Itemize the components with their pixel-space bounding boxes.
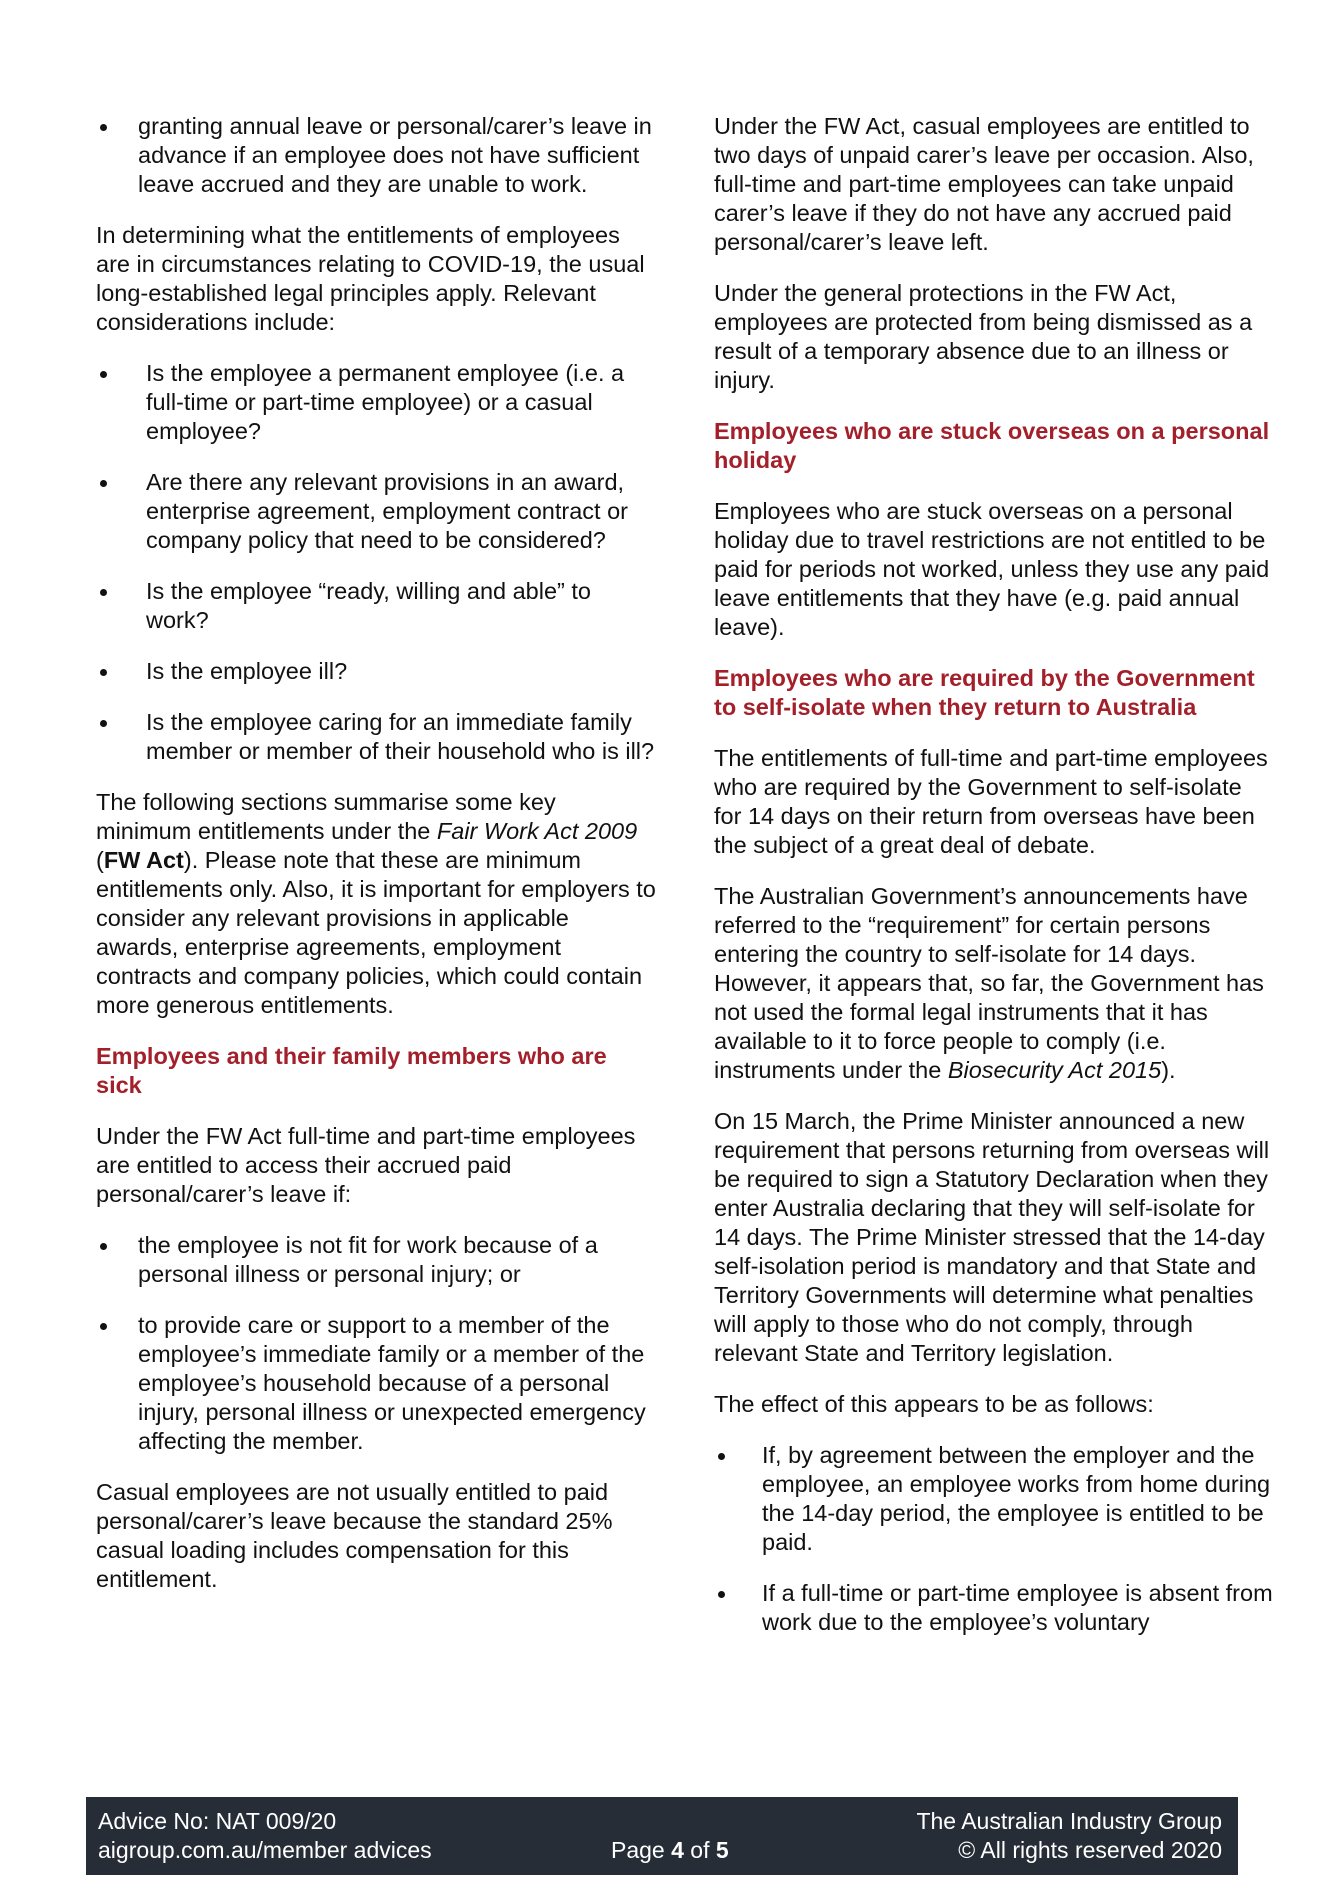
casual-employees-paragraph: Casual employees are not usually entitled to paid personal/carer’s leave because the standard 25% casual loading includes compensation for this entitlement. [96, 1479, 613, 1592]
section-heading-overseas: Employees who are stuck overseas on a personal holiday [714, 418, 1270, 473]
footer-right [916, 1807, 1222, 1865]
list-item: If a full-time or part-time employee is absent from work due to the employee’s voluntary [714, 1579, 1274, 1637]
bullet-icon [100, 371, 107, 378]
advice-number: Advice No: NAT 009/20 [98, 1808, 337, 1834]
sick-conditions-list [96, 1231, 656, 1456]
personal-leave-intro: Under the FW Act full-time and part-time employees are entitled to access their accrued paid personal/carer’s leave if: [96, 1123, 636, 1207]
copyright-notice: © All rights reserved 2020 [958, 1837, 1222, 1863]
list-item: Is the employee caring for an immediate family member or member of their household who is ill? [96, 708, 656, 766]
section-heading-self-isolate: Employees who are required by the Government to self-isolate when they return to Australia [714, 665, 1255, 720]
bullet-icon [718, 1453, 725, 1460]
stuck-overseas-paragraph: Employees who are stuck overseas on a personal holiday due to travel restrictions are not entitled to be paid for periods not worked, unless they use any paid leave entitlements that they have (e.g. paid annual leave). [714, 498, 1270, 640]
list-item: Is the employee ill? [96, 657, 656, 686]
bullet-icon [100, 480, 107, 487]
left-column [96, 112, 656, 1616]
list-item: to provide care or support to a member of the employee’s immediate family or a member of the employee’s household because of a personal injury, personal illness or unexpected emergency affecting the member. [96, 1311, 656, 1456]
effects-list [714, 1441, 1274, 1637]
right-column [714, 112, 1274, 1659]
page-footer [86, 1797, 1238, 1875]
prime-minister-paragraph: On 15 March, the Prime Minister announced a new requirement that persons returning from overseas will be required to sign a Statutory Declaration when they enter Australia declaring that they will self-isolate for 14 days. The Prime Minister stressed that the 14-day self-isolation period is mandatory and that State and Territory Governments will determine what penalties will apply to those who do not comply, through relevant State and Territory legislation. [714, 1108, 1270, 1366]
list-item: Is the employee a permanent employee (i.e. a full-time or part-time employee) or a casual employee? [96, 359, 656, 446]
bullet-icon [100, 1323, 107, 1330]
fw-act-summary-paragraph: The following sections summarise some key minimum entitlements under the Fair Work Act 2009 (FW Act). Please note that these are minimum entitlements only. Also, it is important for employers to consider any relevant provisions in applicable awards, enterprise agreements, employment contracts and company policies, which could contain more generous entitlements. [96, 789, 656, 1018]
leave-advance-list [96, 112, 656, 199]
effect-intro: The effect of this appears to be as follows: [714, 1391, 1154, 1417]
list-item: If, by agreement between the employer and the employee, an employee works from home during the 14-day period, the employee is entitled to be paid. [714, 1441, 1274, 1557]
list-item: Are there any relevant provisions in an award, enterprise agreement, employment contract or company policy that need to be considered? [96, 468, 656, 555]
organisation-name: The Australian Industry Group [916, 1808, 1222, 1834]
general-protections-paragraph: Under the general protections in the FW Act, employees are protected from being dismissed as a result of a temporary absence due to an illness or injury. [714, 280, 1253, 393]
list-item: the employee is not fit for work because of a personal illness or personal injury; or [96, 1231, 656, 1289]
list-item: Is the employee “ready, willing and able” to work? [96, 577, 656, 635]
bullet-icon [100, 589, 107, 596]
page-number: Page 4 of 5 [611, 1837, 729, 1863]
bullet-icon [718, 1591, 725, 1598]
government-announcements-paragraph: The Australian Government’s announcements have referred to the “requirement” for certain persons entering the country to self-isolate for 14 days. However, it appears that, so far, the Government has not used the formal legal instruments that it has available to it to force people to comply (i.e. instruments under the Biosecurity Act 2015). [714, 883, 1264, 1083]
considerations-list [96, 359, 656, 766]
bullet-icon [100, 669, 107, 676]
considerations-intro: In determining what the entitlements of employees are in circumstances relating to COVID-19, the usual long-established legal principles apply. Relevant considerations include: [96, 222, 645, 335]
section-heading-sick: Employees and their family members who are sick [96, 1043, 607, 1098]
bullet-icon [100, 124, 107, 131]
footer-left [98, 1807, 432, 1865]
self-isolate-entitlements-paragraph: The entitlements of full-time and part-time employees who are required by the Government to self-isolate for 14 days on their return from overseas have been the subject of a great deal of debate. [714, 745, 1268, 858]
casual-carers-leave-paragraph: Under the FW Act, casual employees are entitled to two days of unpaid carer’s leave per occasion. Also, full-time and part-time employees can take unpaid carer’s leave if they do not have any accrued paid personal/carer’s leave left. [714, 113, 1254, 255]
bullet-icon [100, 1243, 107, 1250]
footer-website-link[interactable]: aigroup.com.au/member advices [98, 1837, 432, 1863]
list-item: granting annual leave or personal/carer’s leave in advance if an employee does not have sufficient leave accrued and they are unable to work. [96, 112, 656, 199]
bullet-icon [100, 720, 107, 727]
